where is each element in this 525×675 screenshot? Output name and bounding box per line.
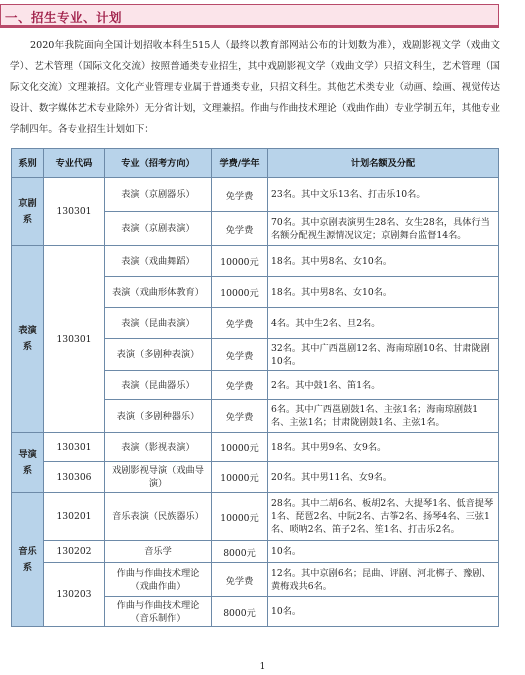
header-major: 专业（招考方向） xyxy=(105,149,212,178)
major-code: 130301 xyxy=(44,246,105,433)
major-name: 作曲与作曲技术理论（音乐制作） xyxy=(105,597,212,627)
table-row xyxy=(12,541,499,563)
table-row xyxy=(12,433,499,462)
quota-detail: 4名。其中生2名、旦2名。 xyxy=(268,308,499,339)
quota-detail: 32名。其中广西邕剧12名、海南琼剧10名、甘肃陇剧10名。 xyxy=(268,339,499,371)
major-name: 表演（多剧种表演） xyxy=(105,339,212,371)
tuition-fee: 10000元 xyxy=(212,433,268,462)
section-title: 一、招生专业、计划 xyxy=(5,10,123,25)
table-header-row xyxy=(12,149,499,178)
tuition-fee: 免学费 xyxy=(212,308,268,339)
major-name: 表演（昆曲器乐） xyxy=(105,371,212,400)
quota-detail: 18名。其中男8名、女10名。 xyxy=(268,277,499,308)
quota-detail: 12名。其中京剧6名；昆曲、评剧、河北梆子、豫剧、黄梅戏共6名。 xyxy=(268,563,499,597)
table-row xyxy=(12,178,499,212)
major-code: 130201 xyxy=(44,493,105,541)
quota-detail: 2名。其中鼓1名、笛1名。 xyxy=(268,371,499,400)
major-code: 130301 xyxy=(44,178,105,246)
major-name: 表演（昆曲表演） xyxy=(105,308,212,339)
page-number: 1 xyxy=(259,662,266,672)
tuition-fee: 10000元 xyxy=(212,277,268,308)
quota-detail: 10名。 xyxy=(268,541,499,563)
dept-yinyue: 音乐系 xyxy=(12,493,44,627)
table-row xyxy=(12,246,499,277)
header-code: 专业代码 xyxy=(44,149,105,178)
major-name: 音乐学 xyxy=(105,541,212,563)
major-name: 表演（影视表演） xyxy=(105,433,212,462)
major-name: 作曲与作曲技术理论（戏曲作曲） xyxy=(105,563,212,597)
header-fee: 学费/学年 xyxy=(212,149,268,178)
major-code: 130202 xyxy=(44,541,105,563)
section-header-bar xyxy=(0,4,499,28)
major-name: 表演（京剧器乐） xyxy=(105,178,212,212)
quota-detail: 18名。其中男9名、女9名。 xyxy=(268,433,499,462)
dept-daoyan: 导演系 xyxy=(12,433,44,493)
intro-paragraph: 2020年我院面向全国计划招收本科生515人（最终以教育部网站公布的计划数为准），戏剧影视文学（戏曲文学）、艺术管理（国际文化交流）按照普通类专业招生，其中戏剧影视文学（戏曲文学）只招文科生，艺术管理（国际文化交流）文理兼招。文化产业管理专业属于普通类专业，只招文科生。其他艺术类专业（动画、绘画、视觉传达设计、数字媒体艺术专业除外）无分省计划，文理兼招。作曲与作曲技术理论（戏曲作曲）专业学制五年，其他专业学制四年。各专业招生计划如下： xyxy=(10,40,500,135)
quota-detail: 20名。其中男11名、女9名。 xyxy=(268,462,499,493)
major-name: 表演（戏曲舞蹈） xyxy=(105,246,212,277)
major-name: 表演（多剧种器乐） xyxy=(105,400,212,433)
quota-detail: 6名。其中广西邕剧鼓1名、主弦1名；海南琼剧鼓1名、主弦1名；甘肃陇剧鼓1名、主弦1名。 xyxy=(268,400,499,433)
header-quota: 计划名额及分配 xyxy=(268,149,499,178)
tuition-fee: 免学费 xyxy=(212,400,268,433)
major-name: 戏剧影视导演（戏曲导演） xyxy=(105,462,212,493)
table-row xyxy=(12,563,499,597)
quota-detail: 10名。 xyxy=(268,597,499,627)
table-row xyxy=(12,462,499,493)
tuition-fee: 免学费 xyxy=(212,563,268,597)
tuition-fee: 免学费 xyxy=(212,212,268,246)
major-code: 130306 xyxy=(44,462,105,493)
quota-detail: 28名。其中二胡6名、板胡2名、大提琴1名、低音提琴1名、琵琶2名、中阮2名、古筝2名、扬琴4名、三弦1名、唢呐2名、笛子2名、笙1名、打击乐2名。 xyxy=(268,493,499,541)
tuition-fee: 10000元 xyxy=(212,493,268,541)
major-name: 音乐表演（民族器乐） xyxy=(105,493,212,541)
major-name: 表演（京剧表演） xyxy=(105,212,212,246)
major-name: 表演（戏曲形体教育） xyxy=(105,277,212,308)
quota-detail: 18名。其中男8名、女10名。 xyxy=(268,246,499,277)
tuition-fee: 10000元 xyxy=(212,462,268,493)
quota-detail: 23名。其中文乐13名、打击乐10名。 xyxy=(268,178,499,212)
tuition-fee: 10000元 xyxy=(212,246,268,277)
enrollment-plan-table xyxy=(11,148,499,627)
dept-biaoyan: 表演系 xyxy=(12,246,44,433)
major-code: 130203 xyxy=(44,563,105,627)
tuition-fee: 免学费 xyxy=(212,339,268,371)
dept-jingju: 京剧系 xyxy=(12,178,44,246)
tuition-fee: 免学费 xyxy=(212,178,268,212)
header-dept: 系别 xyxy=(12,149,44,178)
quota-detail: 70名。其中京剧表演男生28名、女生28名，具体行当名额分配视生源情况议定；京剧舞台监督14名。 xyxy=(268,212,499,246)
tuition-fee: 8000元 xyxy=(212,597,268,627)
tuition-fee: 8000元 xyxy=(212,541,268,563)
major-code: 130301 xyxy=(44,433,105,462)
tuition-fee: 免学费 xyxy=(212,371,268,400)
table-row xyxy=(12,493,499,541)
